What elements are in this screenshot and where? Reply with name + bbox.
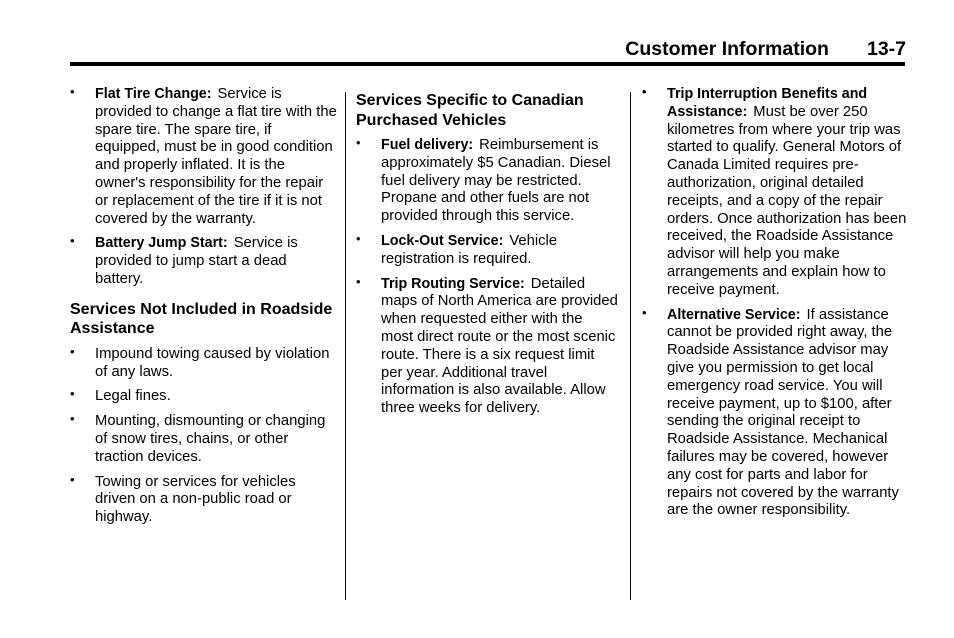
list-item bbox=[70, 413, 338, 466]
list-item bbox=[70, 86, 338, 228]
section-title: Customer Information bbox=[625, 38, 829, 60]
item-text: Reimbursement is approximately $5 Canadian. Diesel fuel delivery may be restricted. Propane and other fuels are not provided through this service. bbox=[381, 137, 611, 225]
list-item bbox=[642, 86, 910, 300]
item-term: Alternative Service: bbox=[667, 306, 801, 323]
item-term: Trip Interruption Benefits and Assistance: bbox=[667, 86, 868, 120]
column-divider-2 bbox=[630, 92, 631, 600]
item-term: Fuel delivery: bbox=[381, 137, 474, 153]
bullet-icon: • bbox=[356, 273, 361, 289]
item-text: Legal fines. bbox=[95, 388, 171, 405]
bullet-icon: • bbox=[356, 135, 361, 150]
list-item bbox=[356, 273, 618, 418]
item-term: Lock-Out Service: bbox=[381, 232, 504, 249]
item-term: Flat Tire Change: bbox=[95, 86, 212, 102]
section-heading: Services Not Included in Roadside Assistance bbox=[70, 300, 333, 338]
bullet-icon: • bbox=[642, 304, 647, 320]
column-1 bbox=[70, 86, 338, 534]
item-text: Service is provided to jump start a dead battery. bbox=[95, 235, 298, 287]
bullet-icon: • bbox=[642, 84, 647, 99]
list-item bbox=[70, 388, 338, 406]
bullet-icon: • bbox=[70, 471, 75, 487]
item-term: Trip Routing Service: bbox=[381, 275, 525, 292]
page-header bbox=[625, 38, 906, 61]
item-text: Towing or services for vehicles driven on a non-public road or highway. bbox=[95, 473, 296, 526]
item-text: Vehicle registration is required. bbox=[381, 232, 558, 267]
bullet-icon: • bbox=[70, 233, 75, 249]
item-text: Must be over 250 kilometres from where your trip was started to qualify. General Motors of Canada Limited requires pre-authorization, original detailed receipts, and a copy of the repair orders. Once authorization has been received, the Roadside Assistance advisor will help you make arrangements and explain how to receive payment. bbox=[667, 103, 907, 298]
bullet-icon: • bbox=[70, 411, 75, 427]
page-number: 13-7 bbox=[866, 38, 906, 60]
item-term: Battery Jump Start: bbox=[95, 235, 228, 252]
bullet-icon: • bbox=[70, 84, 75, 99]
list-item bbox=[356, 137, 618, 226]
column-3 bbox=[642, 86, 910, 527]
bullet-icon: • bbox=[70, 386, 75, 402]
item-text: If assistance cannot be provided right away, the Roadside Assistance advisor may give you permission to get local emergency road service. You will receive payment, up to $100, after sending the original receipt to Roadside Assistance. Mechanical failures may be covered, however any cost for parts and labor for repairs not covered by the warranty are the owner responsibility. bbox=[667, 306, 899, 519]
list-item bbox=[642, 304, 910, 521]
bullet-icon: • bbox=[356, 230, 361, 246]
bullet-icon: • bbox=[70, 343, 75, 359]
list-item bbox=[70, 343, 338, 382]
column-divider-1 bbox=[345, 92, 346, 600]
list-item bbox=[70, 471, 338, 527]
item-text: Impound towing caused by violation of any laws. bbox=[95, 345, 330, 380]
column-2 bbox=[356, 91, 618, 425]
list-item bbox=[356, 230, 618, 269]
header-rule bbox=[70, 62, 905, 66]
item-text: Service is provided to change a flat tire with the spare tire. The spare tire, if equipped, must be in good condition and properly inflated. It is the owner's responsibility for the repair or replacement of the tire if it is not covered by the warranty. bbox=[95, 86, 337, 227]
section-heading: Services Specific to Canadian Purchased Vehicles bbox=[356, 92, 584, 129]
item-text: Mounting, dismounting or changing of snow tires, chains, or other traction devices. bbox=[95, 413, 326, 465]
item-text: Detailed maps of North America are provided when requested either with the most direct route or the most scenic route. There is a six request limit per year. Additional travel information is also available. Allow three weeks for delivery. bbox=[381, 275, 618, 417]
list-item bbox=[70, 235, 338, 288]
